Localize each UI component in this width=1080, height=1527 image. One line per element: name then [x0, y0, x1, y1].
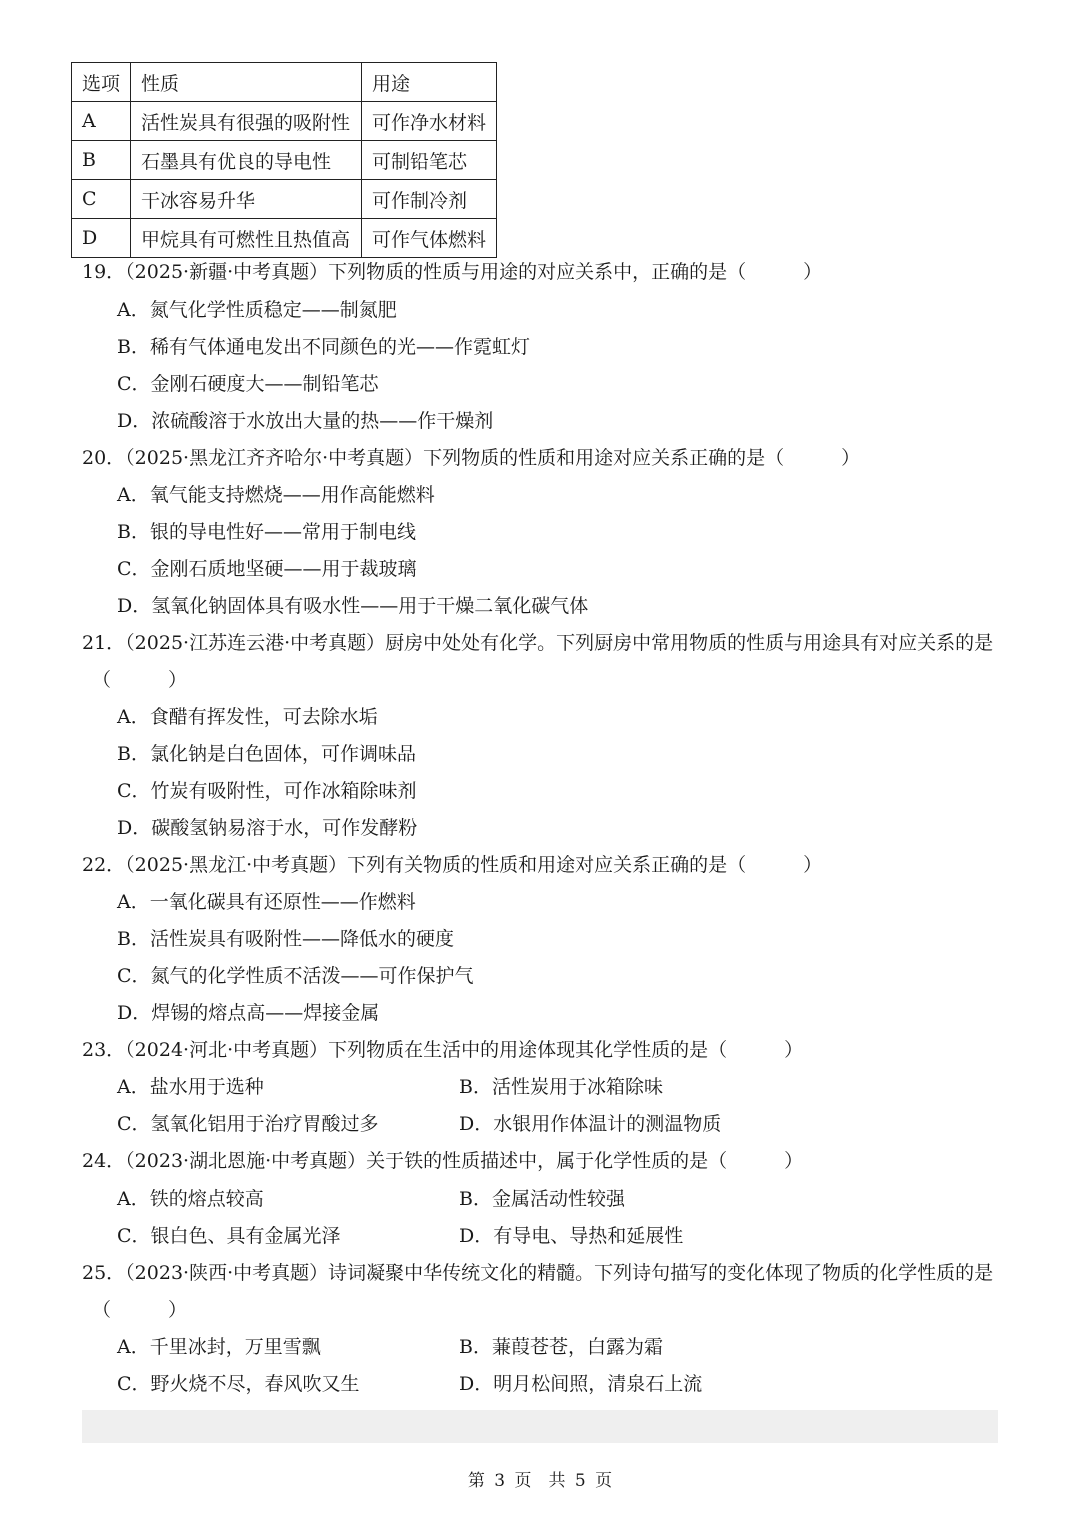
question-23-option-c: C．氢氧化铝用于治疗胃酸过多 — [117, 1113, 379, 1135]
question-21-stem: 21．（2025·江苏连云港·中考真题）厨房中处处有化学。下列厨房中常用物质的性质与用途具有对应关系的是 — [82, 632, 994, 654]
table-cell: 可作净水材料 — [362, 102, 497, 141]
question-21-option-d: D．碳酸氢钠易溶于水，可作发酵粉 — [117, 817, 418, 839]
question-22-option-a: A．一氧化碳具有还原性——作燃料 — [117, 891, 416, 913]
table-cell: A — [72, 102, 131, 141]
question-21-option-b: B．氯化钠是白色固体，可作调味品 — [117, 743, 416, 765]
question-20-stem: 20．（2025·黑龙江齐齐哈尔·中考真题）下列物质的性质和用途对应关系正确的是（ ） — [82, 447, 861, 469]
table-cell: 可制铅笔芯 — [362, 141, 497, 180]
table-header-cell: 用途 — [362, 63, 497, 102]
current-page-number: 3 — [494, 1471, 506, 1491]
question-19-option-a: A．氮气化学性质稳定——制氮肥 — [117, 299, 397, 321]
question-20-option-a: A．氧气能支持燃烧——用作高能燃料 — [117, 484, 435, 506]
footer-divider-bar — [82, 1410, 998, 1443]
table-cell: B — [72, 141, 131, 180]
question-19-stem: 19．（2025·新疆·中考真题）下列物质的性质与用途的对应关系中，正确的是（ ） — [82, 261, 823, 283]
footer-suffix: 页 — [595, 1471, 613, 1491]
table-header-cell: 性质 — [131, 63, 362, 102]
table-cell: 可作制冷剂 — [362, 180, 497, 219]
question-21-option-c: C．竹炭有吸附性，可作冰箱除味剂 — [117, 780, 417, 802]
question-19-option-c: C．金刚石硬度大——制铅笔芯 — [117, 373, 379, 395]
question-24-option-d: D．有导电、导热和延展性 — [459, 1225, 684, 1247]
question-25-option-d: D．明月松间照，清泉石上流 — [459, 1373, 703, 1395]
table-cell: 石墨具有优良的导电性 — [131, 141, 362, 180]
question-22-option-b: B．活性炭具有吸附性——降低水的硬度 — [117, 928, 454, 950]
table-row — [72, 180, 497, 219]
question-23-option-b: B．活性炭用于冰箱除味 — [459, 1076, 663, 1098]
question-20-option-d: D．氢氧化钠固体具有吸水性——用于干燥二氧化碳气体 — [117, 595, 589, 617]
table-row — [72, 102, 497, 141]
question-24-stem: 24．（2023·湖北恩施·中考真题）关于铁的性质描述中，属于化学性质的是（ ） — [82, 1150, 804, 1172]
question-25-stem: 25．（2023·陕西·中考真题）诗词凝聚中华传统文化的精髓。下列诗句描写的变化体现了物质的化学性质的是 — [82, 1262, 994, 1284]
question-19-option-b: B．稀有气体通电发出不同颜色的光——作霓虹灯 — [117, 336, 530, 358]
table-header-row — [72, 63, 497, 102]
question-20-option-c: C．金刚石质地坚硬——用于裁玻璃 — [117, 558, 417, 580]
question-20-option-b: B．银的导电性好——常用于制电线 — [117, 521, 416, 543]
question-22-stem: 22．（2025·黑龙江·中考真题）下列有关物质的性质和用途对应关系正确的是（ ） — [82, 854, 823, 876]
question-25-answer-blank: （ ） — [92, 1299, 188, 1321]
question-23-option-d: D．水银用作体温计的测温物质 — [459, 1113, 722, 1135]
footer-mid: 页 共 — [514, 1471, 566, 1491]
table-row — [72, 219, 497, 258]
question-23-stem: 23．（2024·河北·中考真题）下列物质在生活中的用途体现其化学性质的是（ ） — [82, 1039, 804, 1061]
table-cell: 干冰容易升华 — [131, 180, 362, 219]
table-cell: D — [72, 219, 131, 258]
page-footer — [0, 1466, 1080, 1491]
total-page-number: 5 — [574, 1471, 586, 1491]
table-cell: 活性炭具有很强的吸附性 — [131, 102, 362, 141]
question-21-option-a: A．食醋有挥发性，可去除水垢 — [117, 706, 378, 728]
question-25-option-c: C．野火烧不尽，春风吹又生 — [117, 1373, 360, 1395]
question-23-option-a: A．盐水用于选种 — [117, 1076, 264, 1098]
table-cell: 可作气体燃料 — [362, 219, 497, 258]
question-22-option-c: C．氮气的化学性质不活泼——可作保护气 — [117, 965, 474, 987]
table-row — [72, 141, 497, 180]
property-usage-table — [71, 62, 497, 258]
question-24-option-a: A．铁的熔点较高 — [117, 1188, 264, 1210]
question-24-option-b: B．金属活动性较强 — [459, 1188, 625, 1210]
question-25-option-a: A．千里冰封，万里雪飘 — [117, 1336, 321, 1358]
question-25-option-b: B．蒹葭苍苍，白露为霜 — [459, 1336, 663, 1358]
question-21-answer-blank: （ ） — [92, 669, 188, 691]
question-19-option-d: D．浓硫酸溶于水放出大量的热——作干燥剂 — [117, 410, 494, 432]
footer-prefix: 第 — [467, 1471, 485, 1491]
question-22-option-d: D．焊锡的熔点高——焊接金属 — [117, 1002, 380, 1024]
table-cell: C — [72, 180, 131, 219]
question-24-option-c: C．银白色、具有金属光泽 — [117, 1225, 341, 1247]
table-header-cell: 选项 — [72, 63, 131, 102]
table-cell: 甲烷具有可燃性且热值高 — [131, 219, 362, 258]
